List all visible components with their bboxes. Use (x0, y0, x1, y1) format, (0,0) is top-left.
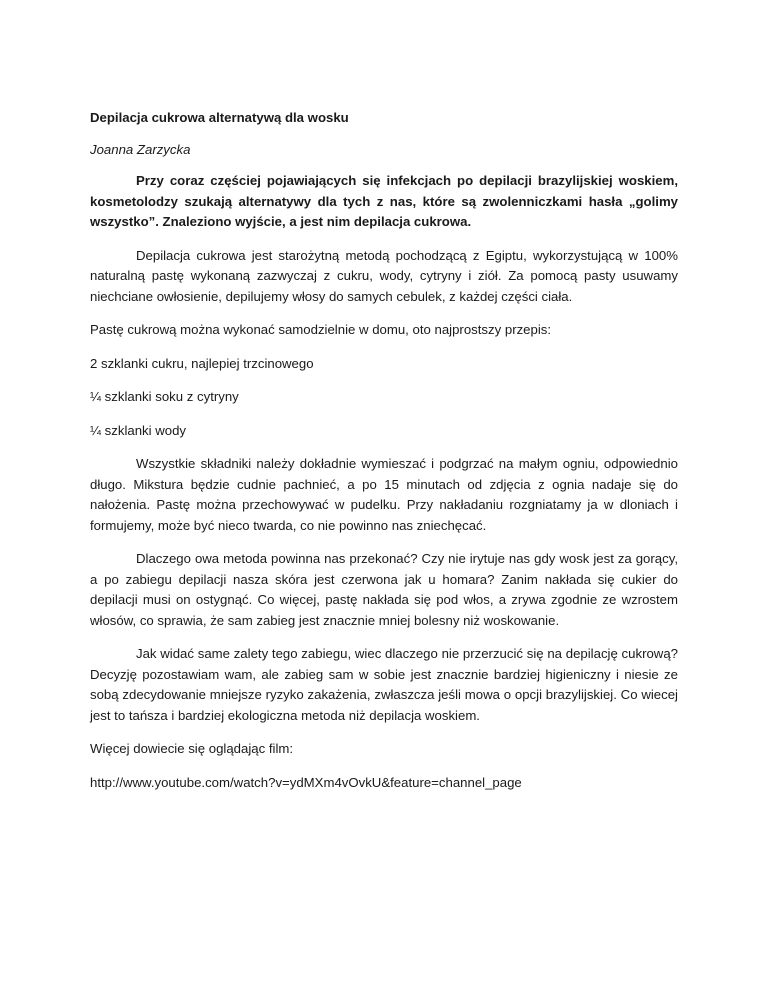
document-page (90, 108, 678, 793)
ingredient-water: ¼ szklanki wody (90, 422, 187, 438)
paragraph-benefits: Dlaczego owa metoda powinna nas przekonać? Czy nie irytuje nas gdy wosk jest za gorący, a po zabiegu depilacji nasza skóra jest czerwona jak u homara? Zanim nakłada się cukier do depilacji musi on ostygnąć. Co więcej, pastę nakłada się pod włos, a zrywa zgodnie ze wzrostem włosów, co sprawia, że sam zabieg jest znacznie mniej bolesny niż woskowanie. (90, 551, 678, 628)
recipe-intro: Pastę cukrową można wykonać samodzielnie w domu, oto najprostszy przepis: (90, 322, 552, 337)
paragraph-preparation: Wszystkie składniki należy dokładnie wymieszać i podgrzać na małym ogniu, odpowiednio długo. Mikstura będzie cudnie pachnieć, a po 15 minutach od zdjęcia z ognia nadaje się do nałożenia. Pastę można przechowywać w pudelku. Przy nakładaniu rozgniatamy ja w dloniach i formujemy, może być nieco twarda, co nie powinno nas zniechęcać. (90, 456, 678, 533)
video-intro: Więcej dowiecie się oglądając film: (90, 741, 294, 756)
video-link[interactable]: http://www.youtube.com/watch?v=ydMXm4vOvkU&feature=channel_page (90, 774, 522, 790)
ingredient-lemon-juice: ¼ szklanki soku z cytryny (90, 389, 239, 404)
author-name: Joanna Zarzycka (90, 141, 191, 157)
paragraph-history: Depilacja cukrowa jest starożytną metodą pochodzącą z Egiptu, wykorzystującą w 100% naturalną pastę wykonaną zazwyczaj z cukru, wody, cytryny i ziół. Za pomocą pasty usuwamy niechciane owłosienie, depilujemy włosy do samych cebulek, z każdej części ciała. (90, 247, 678, 304)
lead-paragraph: Przy coraz częściej pojawiających się infekcjach po depilacji brazylijskiej woskiem, kosmetolodzy szukają alternatywy dla tych z nas, które są zwolenniczkami hasła „golimy wszystko”. Znaleziono wyjście, a jest nim depilacja cukrowa. (90, 173, 678, 229)
ingredient-sugar: 2 szklanki cukru, najlepiej trzcinowego (90, 355, 314, 371)
document-title: Depilacja cukrowa alternatywą dla wosku (90, 110, 349, 125)
paragraph-conclusion: Jak widać same zalety tego zabiegu, wiec dlaczego nie przerzucić się na depilację cukrową? Decyzję pozostawiam wam, ale zabieg sam w sobie jest znacznie bardziej higieniczny i niesie ze sobą zdecydowanie mniejsze ryzyko zakażenia, zwłaszcza jeśli mowa o opcji brazylijskiej. Co wiecej jest to tańsza i bardziej ekologiczna metoda niż depilacja woskiem. (90, 646, 678, 723)
